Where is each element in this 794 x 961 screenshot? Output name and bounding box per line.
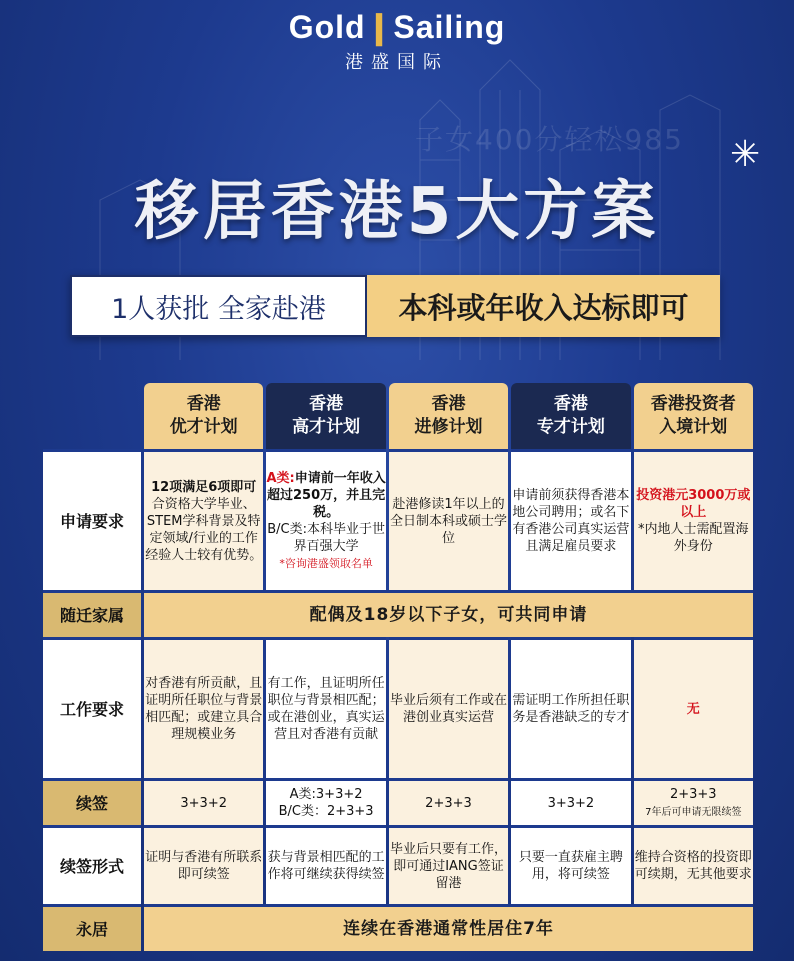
- cell-requirements-col4: 申请前须获得香港本地公司聘用；或名下有香港公司真实运营且满足雇员要求: [511, 449, 630, 590]
- cell-renewal-col1: 3+3+2: [144, 778, 263, 825]
- row-label-requirements: 申请要求: [43, 449, 141, 590]
- banner-left-text: 1人获批 全家赴港: [70, 275, 367, 337]
- table-row: [43, 825, 753, 904]
- row-label-family: 随迁家属: [43, 590, 141, 637]
- cell-work-col3: 毕业后须有工作或在港创业真实运营: [389, 637, 508, 778]
- cell-requirements-col5: 投资港元3000万或以上 *内地人士需配置海外身份: [634, 449, 753, 590]
- page-title: 移居香港5大方案: [134, 175, 660, 249]
- cell-renewal-col5: 2+3+3 7年后可申请无限续签: [634, 778, 753, 825]
- subtitle-banner: [70, 275, 720, 337]
- cell-requirements-col1: 12项满足6项即可 合资格大学毕业、STEM学科背景及特定领域/行业的工作经验人士较有优势。: [144, 449, 263, 590]
- cell-renewal-col3: 2+3+3: [389, 778, 508, 825]
- header-col2: 香港 高才计划: [266, 383, 385, 449]
- brand-logo: [0, 8, 794, 74]
- cell-renewal-form-col2: 获与背景相匹配的工作将可继续获得续签: [266, 825, 385, 904]
- table-corner: [43, 383, 141, 449]
- logo-text-cn: 港盛国际: [345, 52, 449, 73]
- header-col1: 香港 优才计划: [144, 383, 263, 449]
- header-col3: 香港 进修计划: [389, 383, 508, 449]
- comparison-table: [40, 383, 756, 951]
- cell-work-col2: 有工作，且证明所任职位与背景相匹配；或在港创业，真实运营且对香港有贡献: [266, 637, 385, 778]
- banner-right-text: 本科或年收入达标即可: [367, 275, 720, 337]
- cell-requirements-col2: A类:申请前一年收入超过250万，并且完税。 B/C类:本科毕业于世界百强大学 *咨询港盛领取名单: [266, 449, 385, 590]
- cell-renewal-form-col1: 证明与香港有所联系即可续签: [144, 825, 263, 904]
- table-row: [43, 637, 753, 778]
- table-row: [43, 449, 753, 590]
- cell-work-col1: 对香港有所贡献，且证明所任职位与背景相匹配；或建立具合理规模业务: [144, 637, 263, 778]
- header-col5: 香港投资者 入境计划: [634, 383, 753, 449]
- table-row: [43, 590, 753, 637]
- cell-family: 配偶及18岁以下子女，可共同申请: [144, 590, 753, 637]
- row-label-renewal: 续签: [43, 778, 141, 825]
- cell-renewal-form-col4: 只要一直获雇主聘用，将可续签: [511, 825, 630, 904]
- table-row: [43, 778, 753, 825]
- logo-text-gold: Gold: [288, 9, 366, 45]
- header-col4: 香港 专才计划: [511, 383, 630, 449]
- background-slogan: 子女400分轻松985: [415, 123, 684, 156]
- cell-work-col5: 无: [634, 637, 753, 778]
- cell-work-col4: 需证明工作所担任职务是香港缺乏的专才: [511, 637, 630, 778]
- cell-renewal-form-col3: 毕业后只要有工作，即可通过IANG签证留港: [389, 825, 508, 904]
- cell-permanent: 连续在香港通常性居住7年: [144, 904, 753, 951]
- cell-renewal-form-col5: 维持合资格的投资即可续期，无其他要求: [634, 825, 753, 904]
- logo-text-sailing: Sailing: [393, 9, 506, 45]
- cell-requirements-col3: 赴港修读1年以上的全日制本科或硕士学位: [389, 449, 508, 590]
- sail-icon: ❙: [365, 9, 394, 45]
- table-row: [43, 904, 753, 951]
- row-label-permanent: 永居: [43, 904, 141, 951]
- cell-renewal-col2: A类:3+3+2 B/C类：2+3+3: [266, 778, 385, 825]
- cell-renewal-col4: 3+3+2: [511, 778, 630, 825]
- row-label-work: 工作要求: [43, 637, 141, 778]
- sparkle-icon: ✳: [730, 134, 761, 175]
- row-label-renewal-form: 续签形式: [43, 825, 141, 904]
